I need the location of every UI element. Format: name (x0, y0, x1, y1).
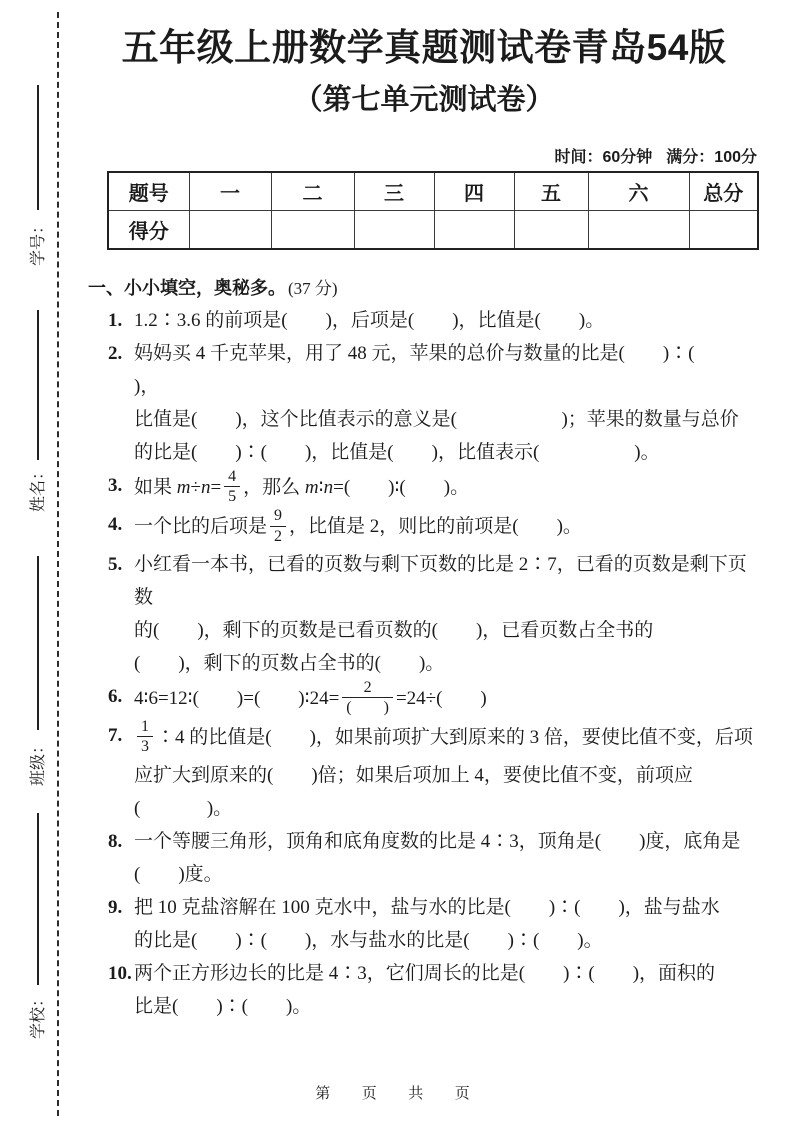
score-cell (189, 211, 271, 250)
question-number: 10. (108, 962, 132, 984)
name-label: 姓名： (30, 464, 47, 513)
question-line: 一个等腰三角形，顶角和底角度数的比是 4∶3，顶角是( )度，底角是 (134, 830, 741, 852)
score-table (107, 171, 759, 250)
section-one-heading (88, 274, 760, 300)
question-line: 比值是( )，这个比值表示的意义是( )；苹果的数量与总价 (134, 409, 739, 430)
score-cell (434, 211, 514, 250)
question-5 (108, 548, 753, 680)
fraction: $\frac{4}{5}$ (224, 467, 240, 506)
question-line: 的( )，剩下的页数是已看页数的( )，已看页数占全书的 (134, 619, 654, 641)
question-line: 的比是( )∶( )，水与盐水的比是( )∶( )。 (134, 929, 603, 951)
score-cell (354, 211, 434, 250)
score-table-header-row (108, 172, 758, 211)
question-line: $\frac{1}{3}$ ∶4 的比值是( )，如果前项扩大到原来的 3 倍，要使比值不变，后项 (134, 719, 753, 758)
question-line: 比是( )∶( )。 (134, 995, 312, 1017)
col-section-6: 六 (588, 172, 689, 211)
question-9 (108, 891, 753, 957)
fraction: $\frac{9}{2}$ (270, 506, 286, 545)
question-line: ( )度。 (134, 863, 223, 885)
name-write-line (37, 310, 39, 460)
question-8 (108, 825, 753, 891)
question-3 (108, 469, 753, 508)
question-line: 把 10 克盐溶解在 100 克水中，盐与水的比是( )∶( )，盐与盐水 (134, 896, 720, 918)
score-table-score-row (108, 211, 758, 250)
question-number: 4. (108, 514, 123, 536)
question-line: ( )，剩下的页数占全书的( )。 (134, 652, 445, 674)
score-cell (689, 211, 758, 250)
paper-content (88, 0, 760, 1023)
fraction: $\frac{2}{( )}$ (342, 678, 393, 717)
question-1 (108, 304, 753, 337)
question-number: 2. (108, 343, 123, 364)
score-cell (588, 211, 689, 250)
fraction: $\frac{1}{3}$ (137, 717, 153, 756)
question-4 (108, 508, 753, 547)
question-line: 的比是( )∶( )，比值是( )，比值表示( )。 (134, 442, 660, 463)
question-line: 4∶6=12∶( )=( )∶24= $\frac{2}{( )}$ =24÷( ) (134, 678, 487, 716)
time-limit: 时间：60分钟 (554, 149, 653, 166)
question-line: 一个比的后项是 $\frac{9}{2}$ ，比值是 2，则比的前项是( )。 (134, 507, 582, 545)
question-number: 3. (108, 475, 123, 496)
exam-meta (88, 144, 757, 167)
question-number: 9. (108, 896, 123, 918)
col-section-5: 五 (514, 172, 588, 211)
question-line: 1.2∶3.6 的前项是( )，后项是( )，比值是( )。 (134, 310, 605, 331)
student-id-label: 学号： (30, 218, 47, 267)
question-list (108, 304, 753, 1023)
paper-subtitle: （第七单元测试卷） (293, 84, 555, 116)
col-section-2: 二 (271, 172, 354, 211)
question-7 (108, 719, 753, 824)
full-score: 满分：100分 (666, 149, 757, 166)
col-total: 总分 (689, 172, 758, 211)
question-line: 如果 m÷n= $\frac{4}{5}$ ，那么 m∶n=( )∶( )。 (134, 468, 470, 506)
question-number: 1. (108, 310, 123, 331)
score-cell (514, 211, 588, 250)
question-line: ( )。 (134, 797, 233, 819)
question-line: 应扩大到原来的( )倍；如果后项加上 4，要使比值不变，前项应 (134, 764, 693, 786)
question-line: 小红看一本书，已看的页数与剩下页数的比是 2∶7，已看的页数是剩下页数 (134, 553, 747, 608)
question-number: 5. (108, 553, 123, 575)
question-10 (108, 957, 753, 1023)
question-2 (108, 337, 753, 469)
class-write-line (37, 556, 39, 730)
school-write-line (37, 813, 39, 985)
seal-dashed-line (57, 12, 59, 1116)
col-section-3: 三 (354, 172, 434, 211)
question-number: 7. (108, 725, 123, 747)
col-section-4: 四 (434, 172, 514, 211)
score-cell (271, 211, 354, 250)
question-line: 两个正方形边长的比是 4∶3，它们周长的比是( )∶( )，面积的 (134, 962, 716, 984)
section-title: 一、小小填空，奥秘多。 (88, 278, 286, 298)
class-label: 班级： (30, 738, 47, 787)
score-row-label: 得分 (108, 211, 189, 250)
col-question-number: 题号 (108, 172, 189, 211)
paper-title: 五年级上册数学真题测试卷青岛54版 (121, 27, 727, 68)
question-number: 6. (108, 685, 123, 707)
question-number: 8. (108, 830, 123, 852)
page-footer: 第 页 共 页 (315, 1086, 478, 1102)
student-id-write-line (37, 85, 39, 210)
section-points: (37 分) (288, 279, 338, 298)
question-line: 妈妈买 4 千克苹果，用了 48 元，苹果的总价与数量的比是( )∶( )， (134, 343, 733, 397)
school-label: 学校： (30, 991, 47, 1040)
col-section-1: 一 (189, 172, 271, 211)
question-6 (108, 680, 753, 719)
